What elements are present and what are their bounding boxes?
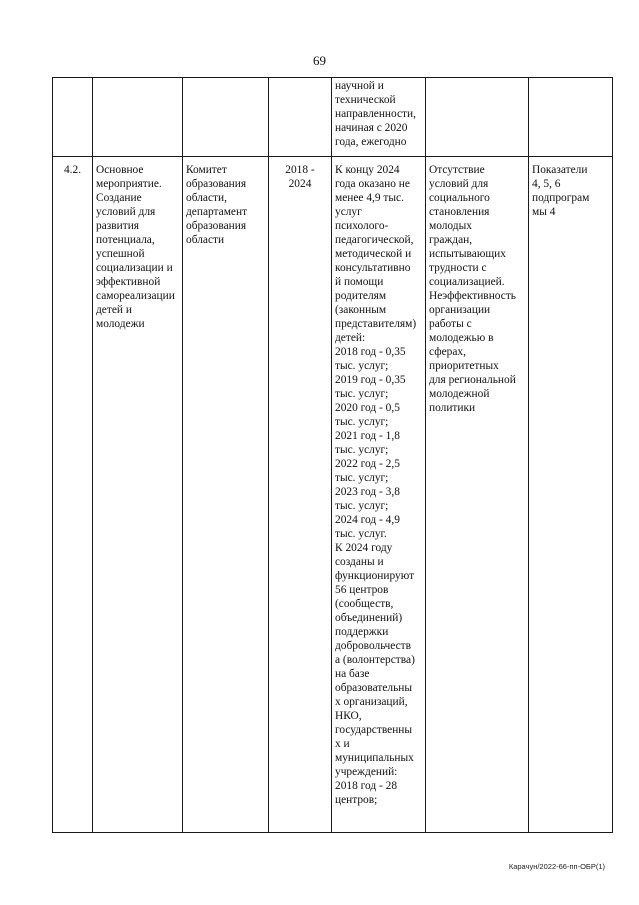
cell-indicators [529, 157, 613, 833]
text-line: политики [429, 402, 476, 414]
text-line: добровольчеств [335, 640, 412, 652]
text-line: х и [335, 738, 350, 750]
table-row-continued [53, 78, 613, 157]
table-row-4-2 [53, 157, 613, 833]
text-line: граждан, [429, 234, 473, 246]
text-line: муниципальных [335, 752, 414, 764]
text-line: года, ежегодно [335, 136, 407, 148]
text-line: условий для [96, 206, 156, 218]
text-line: поддержки [335, 626, 389, 638]
cell-number: 4.2. [53, 157, 93, 833]
cell-executor [183, 157, 269, 833]
text-line: тыс. услуг; [335, 444, 389, 456]
text-line: технической [335, 94, 396, 106]
text-line: НКО, [335, 710, 362, 722]
text-line: Отсутствие [429, 164, 485, 176]
text-line: (сообществ, [335, 598, 394, 610]
cell-indicators [529, 78, 613, 157]
text-line: х организаций, [335, 696, 408, 708]
text-line: 56 центров [335, 584, 389, 596]
text-line: потенциала, [96, 234, 155, 246]
text-line: условий для [429, 178, 489, 190]
cell-consequences [426, 78, 529, 157]
text-line: подпрограм [532, 192, 590, 204]
text-line: государственны [335, 724, 413, 736]
cell-period [269, 157, 332, 833]
text-line: К 2024 году [335, 542, 393, 554]
text-line: работы с [429, 318, 472, 330]
text-line: развития [96, 220, 140, 232]
text-line: тыс. услуг; [335, 500, 389, 512]
text-line: Создание [96, 192, 142, 204]
text-line: 2018 год - 28 [335, 780, 398, 792]
text-line: образовательны [335, 682, 413, 694]
text-line: Неэффективность [429, 290, 516, 302]
text-line: услуг [335, 206, 362, 218]
text-line: года оказано не [335, 178, 410, 190]
text-line: родителям [335, 290, 387, 302]
cell-result [332, 78, 426, 157]
text-line: самореализации [96, 290, 175, 302]
text-line: молодежи [96, 318, 145, 330]
text-line: 2020 год - 0,5 [335, 402, 400, 414]
text-line: социального [429, 192, 490, 204]
text-line: на базе [335, 668, 370, 680]
text-line: Комитет [186, 164, 227, 176]
text-line: для региональной [429, 374, 516, 386]
text-line: 2018 - [285, 164, 315, 176]
text-line: 2024 [288, 178, 312, 190]
text-line: 2019 год - 0,35 [335, 374, 406, 386]
text-line: 2024 год - 4,9 [335, 514, 400, 526]
text-line: детей: [335, 332, 366, 344]
text-line: й помощи [335, 276, 384, 288]
text-line: детей и [96, 304, 132, 316]
text-line: функционируют [335, 570, 415, 582]
text-line: эффективной [96, 276, 161, 288]
cell-number [53, 78, 93, 157]
text-line: К концу 2024 [335, 164, 400, 176]
text-line: области, [186, 192, 227, 204]
text-line: тыс. услуг; [335, 360, 389, 372]
document-code: Карачун/2022-66-пп-ОБР(1) [508, 862, 605, 871]
cell-name [93, 157, 183, 833]
text-line: психолого- [335, 220, 389, 232]
text-line: приоритетных [429, 360, 499, 372]
text-line: тыс. услуг. [335, 528, 387, 540]
text-line: тыс. услуг; [335, 388, 389, 400]
text-line: области [186, 234, 225, 246]
text-line: молодых [429, 220, 472, 232]
text-line: молодежной [429, 388, 490, 400]
text-line: образования [186, 178, 247, 190]
text-line: Основное [96, 164, 144, 176]
text-line: направленности, [335, 108, 416, 120]
text-line: учреждений: [335, 766, 398, 778]
page-number: 69 [313, 53, 326, 68]
text-line: научной и [335, 80, 384, 92]
text-line: методической и [335, 248, 412, 260]
text-line: центров; [335, 794, 378, 806]
text-line: 2018 год - 0,35 [335, 346, 406, 358]
text-line: департамент [186, 206, 248, 218]
text-line: трудности с [429, 262, 487, 274]
cell-period [269, 78, 332, 157]
program-table [52, 77, 613, 833]
text-line: 2021 год - 1,8 [335, 430, 400, 442]
text-line: консультативно [335, 262, 411, 274]
cell-name [93, 78, 183, 157]
text-line: менее 4,9 тыс. [335, 192, 404, 204]
text-line: созданы и [335, 556, 384, 568]
text-line: начиная с 2020 [335, 122, 408, 134]
text-line: а (волонтерства) [335, 654, 415, 666]
text-line: мероприятие. [96, 178, 162, 190]
text-line: педагогической, [335, 234, 414, 246]
text-line: успешной [96, 248, 145, 260]
text-line: мы 4 [532, 206, 556, 218]
text-line: представителям) [335, 318, 417, 330]
text-line: сферах, [429, 346, 466, 358]
text-line: становления [429, 206, 490, 218]
text-line: социализации и [96, 262, 173, 274]
text-line: Показатели [532, 164, 588, 176]
text-line: тыс. услуг; [335, 416, 389, 428]
text-line: 2023 год - 3,8 [335, 486, 400, 498]
text-line: испытывающих [429, 248, 506, 260]
text-line: организации [429, 304, 491, 316]
cell-result [332, 157, 426, 833]
text-line: объединений) [335, 612, 403, 624]
text-line: молодежью в [429, 332, 494, 344]
text-line: (законным [335, 304, 387, 316]
text-line: 4, 5, 6 [532, 178, 561, 190]
text-line: 2022 год - 2,5 [335, 458, 400, 470]
text-line: социализацией. [429, 276, 505, 288]
text-line: образования [186, 220, 247, 232]
text-line: тыс. услуг; [335, 472, 389, 484]
cell-consequences [426, 157, 529, 833]
cell-executor [183, 78, 269, 157]
